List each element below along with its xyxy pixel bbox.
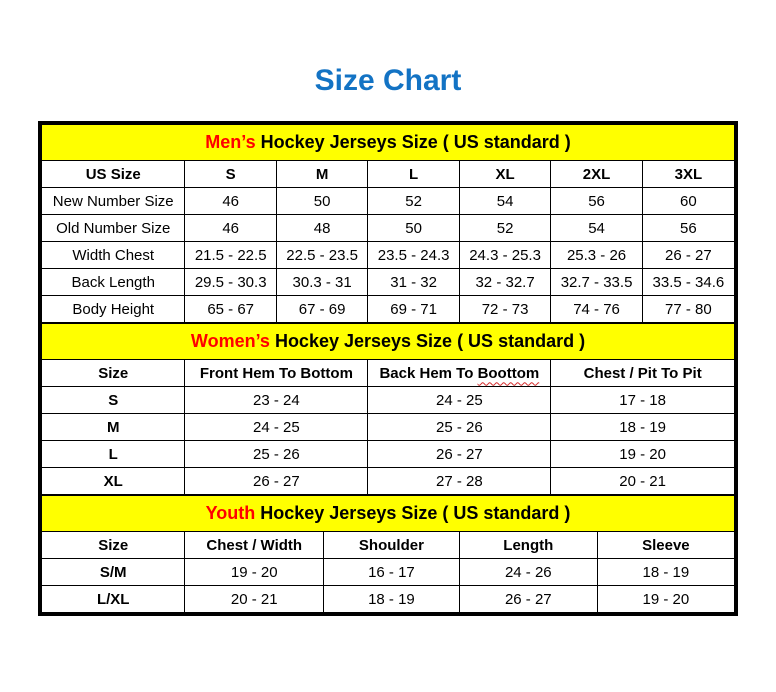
mens-table-row [42,188,735,215]
mens-column-header: XL [459,161,550,188]
womens-table-row [42,387,735,414]
youth-size-table [41,495,735,613]
womens-table-row [42,468,735,495]
mens-row-label: Back Length [42,269,185,296]
mens-value-cell: 24.3 - 25.3 [459,242,550,269]
mens-value-cell: 46 [185,188,276,215]
youth-column-header: Size [42,532,185,559]
mens-column-header: M [276,161,367,188]
womens-column-header: Size [42,360,185,387]
mens-row-label: Body Height [42,296,185,323]
youth-value-cell: 16 - 17 [324,559,460,586]
womens-table-row [42,414,735,441]
mens-value-cell: 54 [551,215,642,242]
mens-value-cell: 72 - 73 [459,296,550,323]
youth-header-row [42,532,735,559]
womens-banner-text: Hockey Jerseys Size ( US standard ) [269,331,586,351]
header-text: Back Hem To [379,364,478,382]
mens-value-cell: 54 [459,188,550,215]
mens-value-cell: 74 - 76 [551,296,642,323]
mens-value-cell: 69 - 71 [368,296,459,323]
womens-value-cell: 24 - 25 [368,387,551,414]
mens-banner-accent: Men’s [205,132,256,152]
mens-value-cell: 26 - 27 [642,242,734,269]
mens-banner-text: Hockey Jerseys Size ( US standard ) [255,132,571,152]
mens-table-row [42,215,735,242]
youth-section-banner [42,496,735,532]
mens-value-cell: 60 [642,188,734,215]
youth-banner-accent: Youth [205,503,256,523]
youth-section-banner-row [42,496,735,532]
mens-value-cell: 52 [459,215,550,242]
womens-section-banner-row [42,324,735,360]
womens-size-table [41,323,735,495]
mens-row-label: New Number Size [42,188,185,215]
mens-column-header: US Size [42,161,185,188]
mens-value-cell: 50 [276,188,367,215]
womens-value-cell: 25 - 26 [368,414,551,441]
youth-column-header: Sleeve [597,532,734,559]
youth-row-label: S/M [42,559,185,586]
youth-column-header: Chest / Width [185,532,324,559]
mens-value-cell: 77 - 80 [642,296,734,323]
womens-value-cell: 20 - 21 [551,468,735,495]
womens-banner-accent: Women’s [190,331,270,351]
mens-table-row [42,269,735,296]
mens-value-cell: 56 [642,215,734,242]
womens-column-header: Front Hem To Bottom [185,360,368,387]
youth-column-header: Shoulder [324,532,460,559]
mens-header-row [42,161,735,188]
youth-row-label: L/XL [42,586,185,613]
womens-section-banner [42,324,735,360]
misspelled-word-squiggle: Boottom [477,364,540,382]
mens-value-cell: 33.5 - 34.6 [642,269,734,296]
youth-value-cell: 19 - 20 [185,559,324,586]
womens-column-header: Chest / Pit To Pit [551,360,735,387]
womens-value-cell: 26 - 27 [185,468,368,495]
mens-column-header: L [368,161,459,188]
womens-header-row [42,360,735,387]
youth-value-cell: 18 - 19 [324,586,460,613]
mens-value-cell: 30.3 - 31 [276,269,367,296]
page-title: Size Chart [314,64,462,97]
mens-table-row [42,242,735,269]
mens-value-cell: 31 - 32 [368,269,459,296]
mens-value-cell: 23.5 - 24.3 [368,242,459,269]
youth-value-cell: 19 - 20 [597,586,734,613]
mens-size-table [41,124,735,323]
mens-value-cell: 21.5 - 22.5 [185,242,276,269]
womens-column-header [368,360,551,387]
mens-section-banner [42,125,735,161]
mens-table-row [42,296,735,323]
mens-value-cell: 29.5 - 30.3 [185,269,276,296]
mens-column-header: S [185,161,276,188]
womens-row-label: XL [42,468,185,495]
mens-value-cell: 25.3 - 26 [551,242,642,269]
womens-value-cell: 17 - 18 [551,387,735,414]
mens-value-cell: 67 - 69 [276,296,367,323]
youth-table-row [42,559,735,586]
womens-value-cell: 23 - 24 [185,387,368,414]
womens-value-cell: 26 - 27 [368,441,551,468]
youth-value-cell: 20 - 21 [185,586,324,613]
womens-table-row [42,441,735,468]
youth-value-cell: 26 - 27 [459,586,597,613]
youth-table-row [42,586,735,613]
mens-value-cell: 48 [276,215,367,242]
womens-value-cell: 25 - 26 [185,441,368,468]
womens-row-label: L [42,441,185,468]
womens-row-label: M [42,414,185,441]
mens-column-header: 3XL [642,161,734,188]
mens-value-cell: 52 [368,188,459,215]
mens-row-label: Old Number Size [42,215,185,242]
youth-value-cell: 18 - 19 [597,559,734,586]
youth-banner-text: Hockey Jerseys Size ( US standard ) [255,503,571,523]
mens-value-cell: 32.7 - 33.5 [551,269,642,296]
womens-value-cell: 19 - 20 [551,441,735,468]
mens-value-cell: 32 - 32.7 [459,269,550,296]
womens-value-cell: 27 - 28 [368,468,551,495]
womens-row-label: S [42,387,185,414]
mens-value-cell: 22.5 - 23.5 [276,242,367,269]
mens-value-cell: 56 [551,188,642,215]
size-chart-tables [38,121,738,616]
womens-value-cell: 18 - 19 [551,414,735,441]
youth-column-header: Length [459,532,597,559]
mens-column-header: 2XL [551,161,642,188]
womens-value-cell: 24 - 25 [185,414,368,441]
mens-value-cell: 50 [368,215,459,242]
mens-value-cell: 46 [185,215,276,242]
mens-row-label: Width Chest [42,242,185,269]
mens-value-cell: 65 - 67 [185,296,276,323]
mens-section-banner-row [42,125,735,161]
youth-value-cell: 24 - 26 [459,559,597,586]
